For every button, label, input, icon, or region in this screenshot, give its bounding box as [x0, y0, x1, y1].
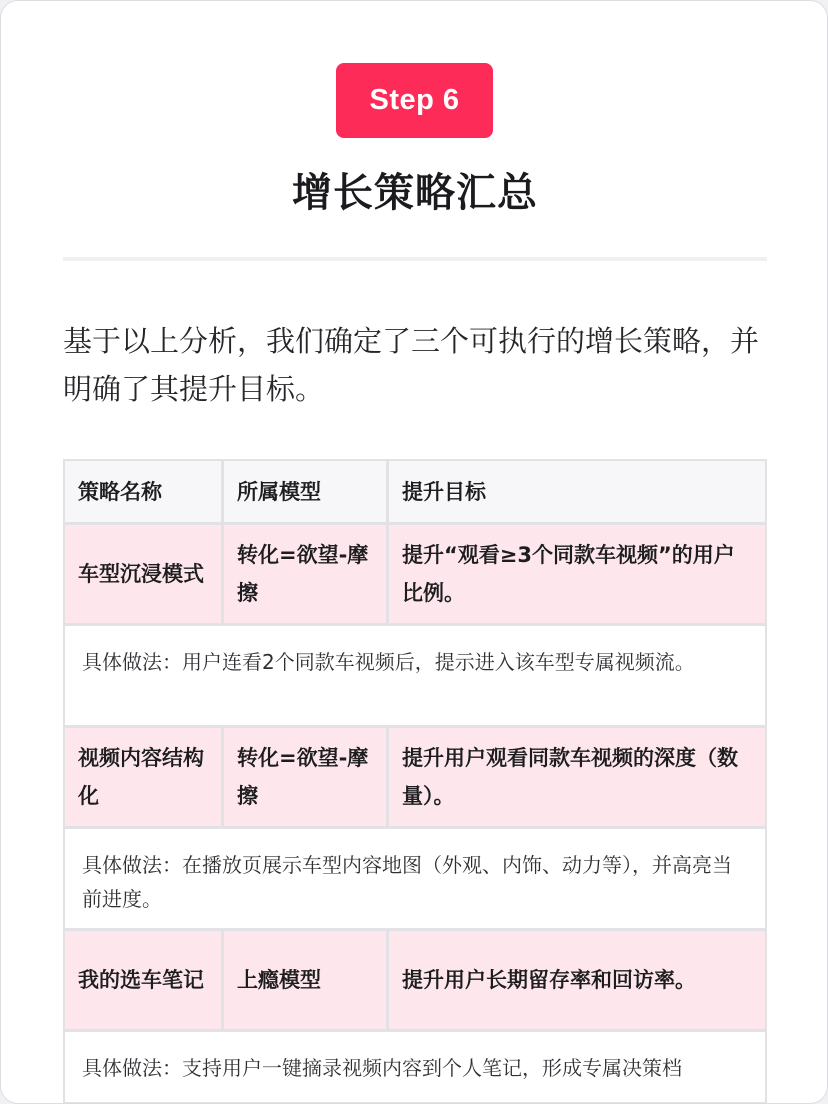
strategy-goal-cell: 提升“观看≥3个同款车视频”的用户比例。	[389, 525, 765, 623]
table-row	[65, 931, 765, 1029]
intro-text: 基于以上分析，我们确定了三个可执行的增长策略，并明确了其提升目标。	[63, 324, 760, 406]
strategy-method-row: 具体做法：支持用户一键摘录视频内容到个人笔记，形成专属决策档	[65, 1032, 765, 1102]
strategy-name-cell: 我的选车笔记	[65, 931, 221, 1029]
table-header-row	[65, 461, 765, 522]
header-goal: 提升目标	[389, 461, 765, 522]
strategy-table	[63, 459, 767, 1104]
page-title: 增长策略汇总	[292, 170, 538, 216]
step-badge: Step 6	[336, 63, 493, 138]
strategy-method-row: 具体做法：用户连看2个同款车视频后，提示进入该车型专属视频流。	[65, 626, 765, 725]
strategy-goal-cell: 提升用户长期留存率和回访率。	[389, 931, 765, 1029]
title-divider	[63, 257, 767, 261]
strategy-model-cell: 转化=欲望-摩擦	[224, 728, 386, 826]
strategy-model-cell: 转化=欲望-摩擦	[224, 525, 386, 623]
strategy-model-cell: 上瘾模型	[224, 931, 386, 1029]
header-model: 所属模型	[224, 461, 386, 522]
header-strategy-name: 策略名称	[65, 461, 221, 522]
table-row	[65, 525, 765, 623]
strategy-goal-cell: 提升用户观看同款车视频的深度（数量）。	[389, 728, 765, 826]
table-row	[65, 728, 765, 826]
strategy-method-row: 具体做法：在播放页展示车型内容地图（外观、内饰、动力等），并高亮当前进度。	[65, 829, 765, 928]
strategy-name-cell: 视频内容结构化	[65, 728, 221, 826]
strategy-name-cell: 车型沉浸模式	[65, 525, 221, 623]
